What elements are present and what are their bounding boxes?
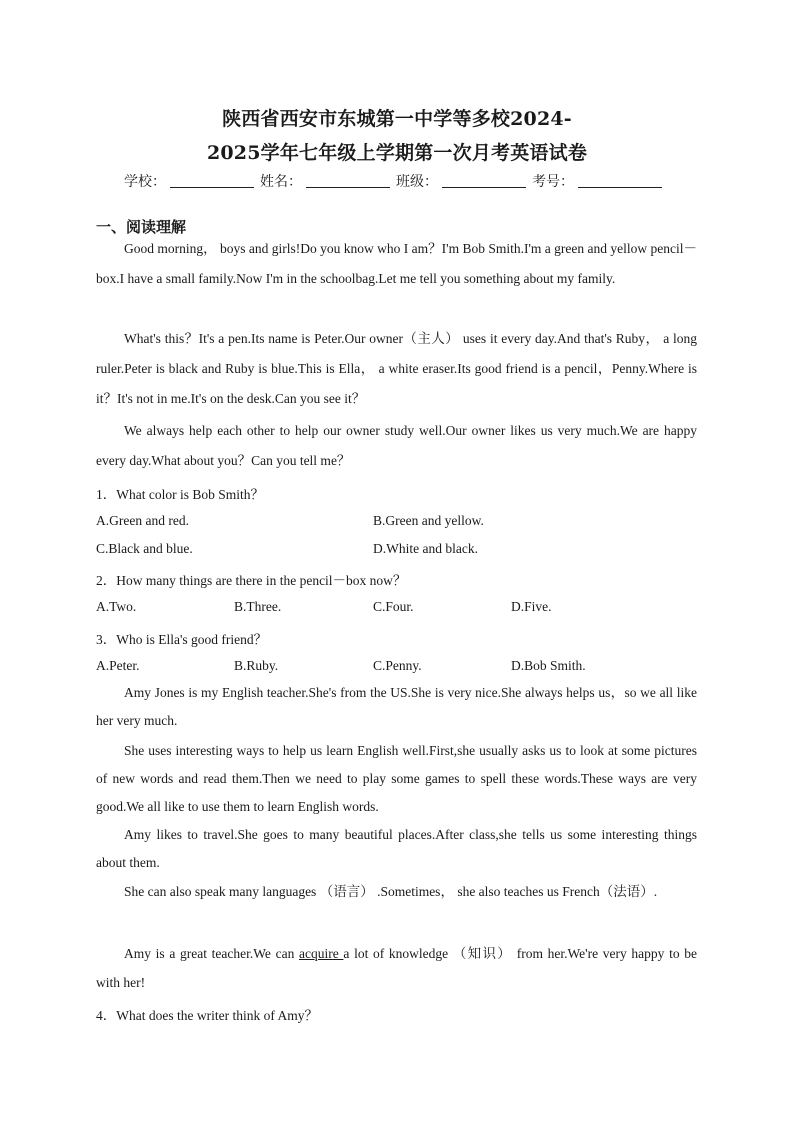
question-1-option-d[interactable]: D.White and black.	[373, 541, 478, 556]
question-3-option-c[interactable]: C.Penny.	[373, 658, 422, 673]
passage2-paragraph5	[96, 939, 697, 997]
section-title-reading: 一、阅读理解	[96, 218, 187, 236]
question-4-stem: 4．What does the writer think of Amy？	[96, 1008, 318, 1023]
passage1-paragraph1: Good morning， boys and girls!Do you know who I am？I'm Bob Smith.I'm a green and yellow pencil－box.I have a small family.Now I'm in the schoolbag.Let me tell you something about my family.	[96, 241, 697, 286]
exam-number-label: 考号：	[532, 174, 574, 190]
school-label: 学校：	[124, 174, 166, 190]
class-label: 班级：	[396, 174, 438, 190]
exam-title-line2: 2025学年七年级上学期第一次月考英语试卷	[206, 142, 588, 164]
question-1-stem: 1．What color is Bob Smith？	[96, 487, 264, 502]
question-3-option-a[interactable]: A.Peter.	[96, 658, 140, 673]
question-2-option-b[interactable]: B.Three.	[234, 599, 282, 614]
paragraph5-text-after: a lot of knowledge （知识） from her.We're very happy to be with her!	[96, 946, 697, 990]
question-2-stem: 2．How many things are there in the pencil－box now？	[96, 573, 407, 588]
passage2-paragraph1: Amy Jones is my English teacher.She's from the US.She is very nice.She always helps us，so we all like her very much.	[96, 685, 697, 728]
question-2-option-d[interactable]: D.Five.	[511, 599, 552, 614]
paragraph5-text-before: Amy is a great teacher.We can	[124, 946, 300, 961]
school-blank[interactable]	[170, 173, 254, 188]
name-blank[interactable]	[306, 173, 390, 188]
question-3-option-d[interactable]: D.Bob Smith.	[511, 658, 586, 673]
question-2-option-c[interactable]: C.Four.	[373, 599, 414, 614]
passage1-paragraph3: We always help each other to help our owner study well.Our owner likes us very much.We are happy every day.What about you？Can you tell me？	[96, 423, 697, 468]
question-1-option-c[interactable]: C.Black and blue.	[96, 541, 193, 556]
question-1-option-a[interactable]: A.Green and red.	[96, 513, 189, 528]
question-1-option-b[interactable]: B.Green and yellow.	[373, 513, 484, 528]
student-info-row	[124, 171, 684, 191]
class-blank[interactable]	[442, 173, 526, 188]
question-2-option-a[interactable]: A.Two.	[96, 599, 137, 614]
underlined-word: acquire	[299, 946, 344, 961]
exam-title-line1: 陕西省西安市东城第一中学等多校2024-	[222, 108, 572, 130]
passage2-paragraph2: She uses interesting ways to help us learn English well.First,she usually asks us to look at some pictures of new words and read them.Then we need to play some games to spell these words.These ways are very good.We all like to use them to learn English words.	[96, 743, 697, 814]
question-3-stem: 3．Who is Ella's good friend？	[96, 632, 268, 647]
passage2-paragraph3: Amy likes to travel.She goes to many beautiful places.After class,she tells us some interesting things about them.	[96, 827, 697, 870]
passage2-paragraph4: She can also speak many languages （语言） .Sometimes， she also teaches us French（法语）.	[124, 884, 658, 899]
question-3-option-b[interactable]: B.Ruby.	[234, 658, 279, 673]
exam-number-blank[interactable]	[578, 173, 662, 188]
name-label: 姓名：	[260, 174, 302, 190]
passage1-paragraph2: What's this？It's a pen.Its name is Peter.Our owner（主人） uses it every day.And that's Ruby， a long ruler.Peter is black and Ruby is blue.This is Ella， a white eraser.Its good friend is a pencil，Penny.Where is it？It's not in me.It's on the desk.Can you see it？	[96, 331, 697, 406]
